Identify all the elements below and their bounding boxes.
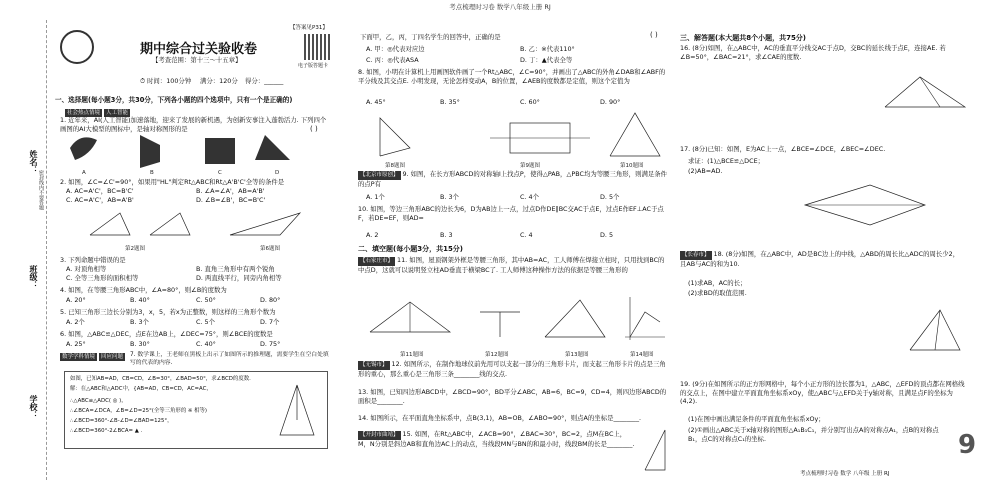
q3-b: B. 直角三角形中有两个锐角 [196, 265, 275, 273]
score-box: 得分：______ [245, 77, 284, 85]
q8-a: A. 甲：◎代表对应边 [366, 45, 425, 53]
q10-b: B. 3 [440, 231, 453, 239]
q11-14-figures [360, 292, 670, 344]
q7-tags: 数学学科情境 回应问题 [62, 354, 124, 360]
q8b-text: 8. 如图，小明在计算机上用画图软件画了一个Rt△ABC，∠C=90°，并画出了△ABC的外角∠DAB和∠ABF的平分线及其交点E. 小明发现，无论怎样变动A，B的位置，∠AEB的度数都是定值，则这个定值为 [358, 68, 666, 85]
q6-c: C. 40° [196, 340, 216, 348]
q10-text: 10. 如图，等边三角形ABC的边长为6，D为AB边上一点，过点D作DE∥BC交AC于点E，过点E作EF⊥AC于点F，若DE=EF，则AD= [358, 205, 664, 222]
q8-paren: ( ) [650, 31, 658, 39]
q1-text: 1. 近年来，AI(人工智能)加速落地，迎来了发展的新机遇，为创新安事注入蓬勃活力. 下列四个画图的AI大模型的图标中，是轴对称图形的是 [60, 116, 327, 133]
q6-text: 6. 如图，△ABC≌△DEC，点E在边AB上，∠DEC=75°，则∠BCE的度数是 [60, 330, 273, 338]
q9-a: A. 1个 [366, 193, 385, 201]
score: 满分：120分 [200, 77, 238, 85]
q6-cap: 第6题图 [260, 246, 280, 252]
time: ⏱ 时间：100分钟 [140, 77, 192, 85]
q9-b: B. 3个 [440, 193, 459, 201]
q17-figure [800, 180, 930, 230]
qr-code [304, 34, 330, 60]
top-banner: 考点梳理时习卷 数学八年级上册 RJ [449, 3, 551, 11]
side-class-label: 班级： [29, 265, 38, 289]
q13-cap: 第13题图 [565, 352, 589, 358]
q2-cap: 第2题图 [125, 246, 145, 252]
q8b-d: D. 90° [600, 98, 621, 106]
q1-opt-a: A [82, 170, 86, 176]
q10-d: D. 5 [600, 231, 614, 239]
q8-c: C. 丙：◎代表ASA [366, 56, 419, 64]
q8b-c: C. 60° [520, 98, 540, 106]
q16-text: 16. (8分)如图，在△ABC中，AC的垂直平分线交AC于点D，交BC的延长线于点E，连接AE. 若∠B=50°，∠BAC=21°，求∠CAE的度数. [680, 44, 946, 61]
q11-cap: 第11题图 [400, 352, 424, 358]
q2-text: 2. 如图，∠C=∠C'=90°，如果用"HL"判定Rt△ABC和Rt△A'B'C'全等的条件是 [60, 178, 285, 186]
side-note: 密封线内不要答题 [38, 170, 44, 210]
section-2: 二、填空题(每小题3分，共15分) [358, 245, 464, 253]
q10-cap: 第10题图 [620, 163, 644, 169]
q7-box-l2: 解：在△ABC和△ADC中，{AB=AD，CB=CD，AC=AC， [70, 386, 212, 392]
q2-c: C. AC=A'C'，AB=A'B' [66, 196, 134, 204]
q8-intro: 下面甲，乙，丙，丁四名学生的回答中，正确的是 [360, 33, 501, 41]
logo-badge [60, 30, 94, 64]
q19-l2: (1)在图中画出满足条件的平面直角坐标系xOy； [688, 415, 825, 423]
q19-text: 19. (9分)在如图所示的正方形网格中，每个小正方形的边长都为1，△ABC，△EFD的顶点都在网格线的交点上，在图中建立平面直角坐标系xOy，使△ABC与△EFD关于y轴对称，且满足点F的坐标为(4,2). [680, 380, 965, 406]
q6-d: D. 75° [260, 340, 281, 348]
q18-l3: (2)求BD的取值范围. [688, 289, 747, 297]
q4-b: B. 40° [130, 296, 150, 304]
qr-caption: 电子版答题卡 [298, 63, 329, 69]
q6-b: B. 30° [130, 340, 150, 348]
q5-c: C. 5个 [196, 318, 215, 326]
q7-box-l5: ∴∠BCD=360°-∠B-∠D=∠BAD=125°， [70, 418, 173, 424]
q7-figure [272, 380, 322, 440]
q2-d: D. ∠B=∠B'，BC=B'C' [196, 196, 266, 204]
dashed-seal-line [46, 20, 47, 480]
q15-text: 【开封市曲靖】 15. 如图，在Rt△ABC中，∠ACB=90°，∠BAC=30°，BC=2，点M在BC上，M，N分别是斜边AB和直角边AC上的动点，当线段MN与BN的和最小时，线段BM的长是________. [358, 430, 635, 448]
side-name-label: 姓名： [29, 150, 38, 174]
q3-d: D. 两直线平行，同旁内角相等 [196, 274, 282, 282]
q8b-b: B. 35° [440, 98, 460, 106]
footer: 考点梳理时习卷 数学 八年级 上册 RJ [800, 471, 890, 477]
q15-figure [640, 425, 670, 475]
q5-a: A. 2个 [66, 318, 85, 326]
q7-text: 7. 数学课上，王老师在黑板上出示了如图所示的推理题，需要学生在空白处填写的代表的内容. [130, 352, 329, 366]
q12-cap: 第12题图 [485, 352, 509, 358]
section-1: 一、选择题(每小题3分，共30分，下列各小题的四个选项中，只有一个是正确的) [55, 96, 293, 104]
q18-text: 【长春市】 18. (8分)如图，在△ABC中，AD是BC边上的中线，△ABD的周长比△ADC的周长少2，且AB与AC的和为10. [680, 250, 960, 268]
q18-l2: (1)求AB，AC的长； [688, 279, 747, 287]
q17-l3: (2)AB=AD. [688, 167, 723, 175]
q2-a: A. AC=A'C'，BC=B'C' [66, 187, 134, 195]
q19-l3: (2)①画出△ABC关于x轴对称的图形△A₁B₁C₁，并分别写出点A的对称点A₁，点B的对称点B₁，点C的对称点C₁的坐标. [688, 426, 939, 443]
q4-c: C. 50° [196, 296, 216, 304]
q4-text: 4. 如图，在等腰三角形ABC中，∠A=80°，则∠B的度数为 [60, 286, 227, 294]
q14-cap: 第14题图 [630, 352, 654, 358]
q4-d: D. 80° [260, 296, 281, 304]
q7-box-l6: ∴∠BCD=360°-2∠BCA= ▲ . [70, 428, 143, 434]
q3-text: 3. 下列命题中错误的是 [60, 256, 126, 264]
side-school-label: 学校： [29, 395, 38, 419]
q12-text: 【无锡市】 12. 如图所示，在制作地球仪前先用可以支起一部分的三角形卡片，而支起三角形卡片的点是三角形的重心，那么重心是三角形三条________线的交点. [358, 360, 666, 378]
q1-opt-c: C [218, 170, 222, 176]
q2-figure [80, 205, 340, 241]
q9-c: C. 4个 [520, 193, 539, 201]
q9-cap: 第9题图 [520, 163, 540, 169]
q7-box-l1: 如图，已知AB=AD，CB=CD，∠B=30°，∠BAD=50°，求∠BCD的度数. [70, 376, 251, 382]
q1-icons [65, 130, 325, 170]
q1-paren: ( ) [310, 125, 318, 133]
q10-a: A. 2 [366, 231, 379, 239]
q14-text: 14. 如图所示，在平面直角坐标系中，点B(3,1)，AB=OB，∠ABO=90°，则点A的坐标是________. [358, 414, 642, 422]
q8-d: D. 丁：▲代表全等 [520, 56, 573, 64]
q3-c: C. 全等三角形的面积相等 [66, 274, 139, 282]
q8-b: B. 乙：※代表110° [520, 45, 575, 53]
q13-text: 13. 如图，已知四边形ABCD中，∠BCD=90°，BD平分∠ABC，AB=6，BC=9，CD=4，则四边形ABCD的面积是________. [358, 388, 667, 405]
q1-opt-d: D [275, 170, 280, 176]
q5-text: 5. 已知三角形三边长分别为3，x，5，若x为正整数，则这样的三角形个数为 [60, 308, 276, 316]
q2-b: B. ∠A=∠A'，AB=A'B' [196, 187, 265, 195]
q11-text: 【石家庄市】 11. 如图，屋顶钢架外框是等腰三角形，其中AB=AC，工人师傅在焊接立柱时，只用找到BC的中点D，这就可以说明竖立柱AD垂直于横梁BC了. 工人师傅这种操作方法的依据是等腰三角形的 [358, 256, 665, 274]
q8-cap: 第8题图 [385, 163, 405, 169]
q17-text: 17. (8分)已知：如图，E为AC上一点，∠BCE=∠DCE，∠BEC=∠DEC. [680, 145, 886, 153]
q5-b: B. 3个 [130, 318, 149, 326]
q1-tags: 社会热点情境 人工智能 [67, 110, 129, 116]
answer-ref: 【答案见P31】 [290, 25, 328, 31]
scope: 【考查范围：第十三～十五章】 [152, 56, 242, 64]
page-title: 期中综合过关验收卷 [140, 42, 258, 57]
q17-l2: 求证：(1)△BCE≌△DCE； [688, 157, 764, 165]
q3-a: A. 对顶角相等 [66, 265, 107, 273]
q7-box-l3: ∴△ABC≌△ADC( ◎ )， [70, 398, 127, 404]
q1-opt-b: B [150, 170, 154, 176]
q9-text: 【北京市原创】 9. 如图，在长方形ABCD的对称轴l上找点P，使得△PAB，△PBC均为等腰三角形，则满足条件的点P有 [358, 170, 668, 188]
q4-a: A. 20° [66, 296, 86, 304]
q9-d: D. 5个 [600, 193, 620, 201]
q18-figure [905, 305, 965, 355]
q8-10-figures [360, 108, 670, 160]
q6-a: A. 25° [66, 340, 86, 348]
q16-figure [880, 72, 970, 112]
section-3: 三、解答题(本大题共8个小题，共75分) [680, 34, 807, 42]
q8b-a: A. 45° [366, 98, 386, 106]
page-number: 9 [958, 430, 977, 460]
q5-d: D. 7个 [260, 318, 280, 326]
q7-box-l4: ∴∠BCA=∠DCA，∠B=∠D=25°(全等三角形的 ※ 相等) [70, 408, 208, 414]
q10-c: C. 4 [520, 231, 533, 239]
